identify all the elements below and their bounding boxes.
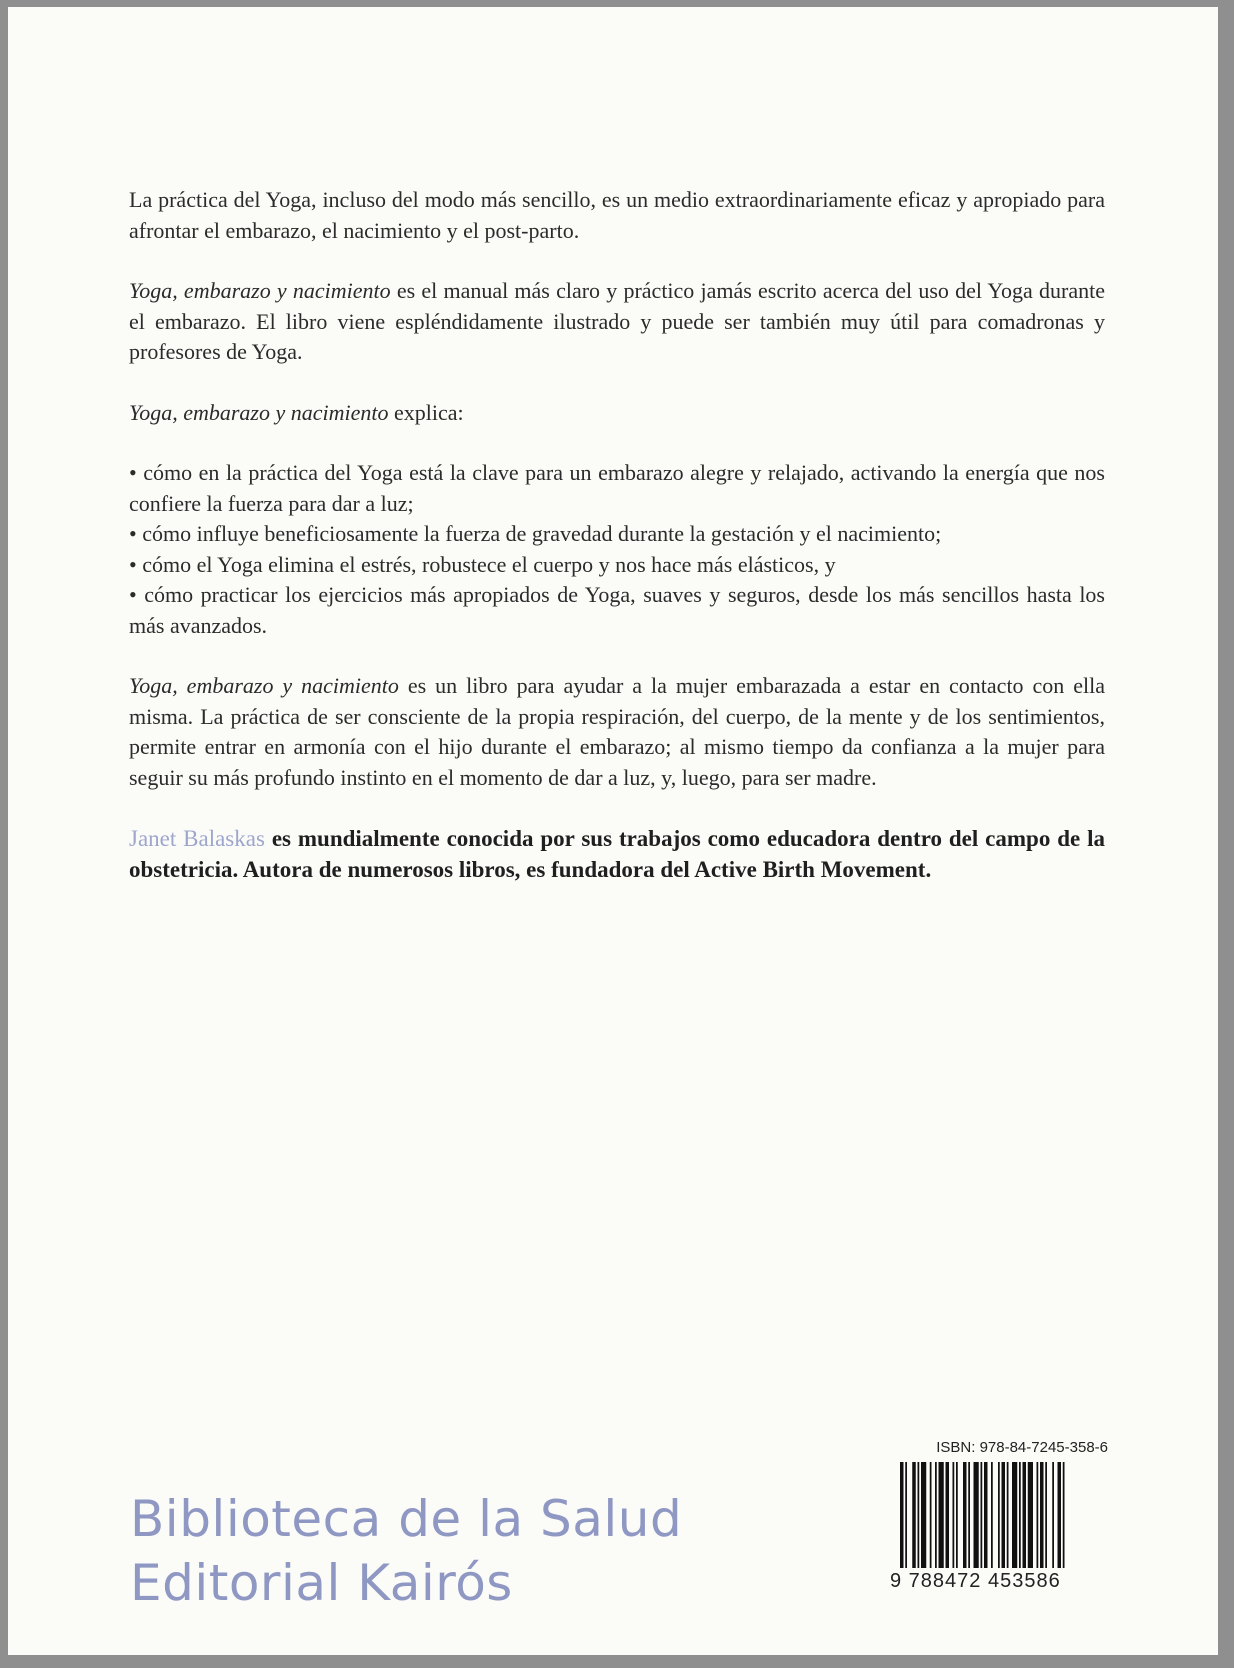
book-title: Yoga, embarazo y nacimiento (129, 673, 399, 698)
summary-text: es un libro para ayudar a la mujer embarazada a estar en contacto con ella misma. La práctica de ser consciente de la propia respiración, del cuerpo, de la mente y de los sentimientos, permite entrar en armonía con el hijo durante el embarazo; al mismo tiempo da confianza a la mujer para seguir su más profundo instinto en el momento de dar a luz, y, luego, para ser madre. (129, 673, 1106, 790)
author-name: Janet Balaskas (129, 826, 265, 851)
isbn-barcode-block (890, 1439, 1108, 1593)
author-bio (129, 823, 1105, 885)
series-title (130, 1487, 682, 1615)
barcode-icon (890, 1462, 1108, 1568)
explains-paragraph (129, 398, 1105, 429)
description-paragraph (129, 276, 1105, 368)
book-title: Yoga, embarazo y nacimiento (129, 399, 389, 425)
book-back-cover (8, 7, 1218, 1655)
intro-paragraph: La práctica del Yoga, incluso del modo más sencillo, es un medio extraordinariamente eficaz y apropiado para afrontar el embarazo, el nacimiento y el post-parto. (129, 187, 1105, 243)
publisher-name: Editorial Kairós (130, 1554, 513, 1612)
book-title: Yoga, embarazo y nacimiento (129, 278, 391, 303)
isbn-label: ISBN: 978-84-7245-358-6 (936, 1439, 1108, 1456)
explains-text: explica: (388, 399, 464, 425)
list-item: • cómo practicar los ejercicios más apropiados de Yoga, suaves y seguros, desde los más sencillos hasta los más avanzados. (129, 582, 1105, 638)
author-bio-text: es mundialmente conocida por sus trabajos como educadora dentro del campo de la obstetricia. Autora de numerosos libros, es fundadora del Active Birth Movement. (129, 826, 1106, 882)
benefits-list (129, 458, 1105, 641)
series-line: Biblioteca de la Salud (130, 1490, 683, 1548)
list-item: • cómo el Yoga elimina el estrés, robustece el cuerpo y nos hace más elásticos, y (129, 551, 836, 577)
list-item: • cómo influye beneficiosamente la fuerza de gravedad durante la gestación y el nacimiento; (129, 521, 942, 546)
list-item: • cómo en la práctica del Yoga está la clave para un embarazo alegre y relajado, activando la energía que nos confiere la fuerza para dar a luz; (129, 460, 1105, 516)
barcode-digits: 9 788472 453586 (890, 1570, 1061, 1592)
summary-paragraph (129, 671, 1105, 793)
back-cover-text (129, 185, 1105, 915)
description-text: es el manual más claro y práctico jamás escrito acerca del uso del Yoga durante el embarazo. El libro viene espléndidamente ilustrado y puede ser también muy útil para comadronas y profesores de Yoga. (129, 278, 1105, 364)
